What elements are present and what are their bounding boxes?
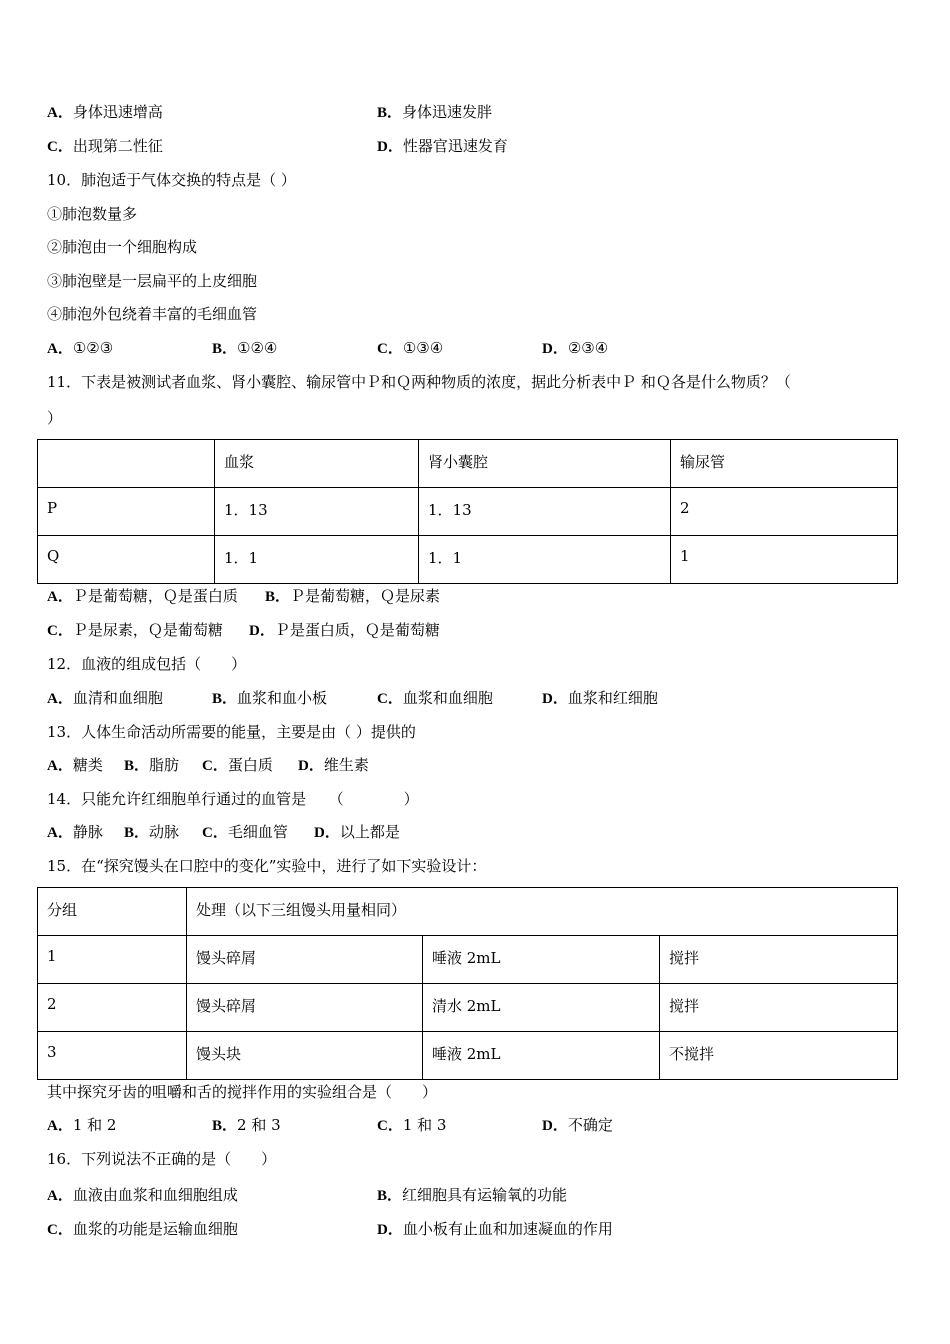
option-text: 血清和血细胞	[72, 689, 163, 707]
option-label: C．	[47, 1222, 73, 1238]
table-row	[38, 488, 898, 536]
option-text: 糖类	[72, 756, 103, 774]
option-label: B．	[377, 1188, 403, 1204]
option-label: C．	[377, 691, 403, 707]
option-text: 血浆的功能是运输血细胞	[72, 1220, 238, 1238]
table-cell: Q	[38, 536, 215, 584]
q9-option-d	[377, 136, 508, 157]
table-row	[38, 1032, 898, 1080]
q16-option-b	[377, 1185, 567, 1206]
q16-option-c	[47, 1219, 238, 1240]
table-cell: 1	[671, 536, 898, 584]
option-text: 脂肪	[149, 756, 180, 774]
q15-option-c	[377, 1115, 446, 1136]
option-text: ①②③	[72, 339, 114, 357]
q15-question: 其中探究牙齿的咀嚼和舌的搅拌作用的实验组合是（ ）	[47, 1083, 438, 1101]
option-label: D．	[298, 758, 324, 774]
option-label: D．	[377, 139, 403, 155]
q15-option-d	[542, 1115, 613, 1136]
q16-option-a	[47, 1185, 238, 1206]
q10-item-4: ④肺泡外包绕着丰富的毛细血管	[47, 305, 258, 323]
q10-option-a	[47, 338, 113, 359]
q15-option-b	[212, 1115, 281, 1136]
option-text: 不确定	[567, 1116, 613, 1134]
table-cell: 馒头块	[187, 1032, 423, 1080]
q10-item-2: ②肺泡由一个细胞构成	[47, 238, 198, 256]
table-cell: 不搅拌	[660, 1032, 898, 1080]
table-cell: 输尿管	[671, 440, 898, 488]
q10-option-b	[212, 338, 277, 359]
option-label: B．	[212, 691, 238, 707]
option-text: Ｐ是葡萄糖，Ｑ是尿素	[290, 587, 441, 605]
q11-option-c	[47, 620, 223, 641]
option-label: C．	[377, 1118, 403, 1134]
option-label: A．	[47, 1188, 73, 1204]
option-label: D．	[542, 341, 568, 357]
table-header-row	[38, 888, 898, 936]
q11-option-d	[249, 620, 440, 641]
q11-option-b	[265, 586, 440, 607]
option-text: 血浆和血细胞	[402, 689, 493, 707]
table-row	[38, 984, 898, 1032]
option-text: ②③④	[567, 339, 609, 357]
q11-stem-end: ）	[47, 409, 63, 427]
table-header-row	[38, 440, 898, 488]
option-text: 动脉	[149, 823, 180, 841]
option-text: 身体迅速增高	[72, 103, 163, 121]
q10-item-3: ③肺泡壁是一层扁平的上皮细胞	[47, 272, 258, 290]
q9-option-b	[377, 102, 492, 123]
option-label: A．	[47, 105, 73, 121]
option-label: B．	[377, 105, 403, 121]
table-cell: 1．1	[419, 536, 671, 584]
option-label: D．	[542, 1118, 568, 1134]
q12-option-a	[47, 688, 163, 709]
option-label: C．	[202, 825, 228, 841]
q13-option-b	[124, 755, 179, 776]
table-cell: 唾液 2mL	[423, 936, 660, 984]
table-cell: 唾液 2mL	[423, 1032, 660, 1080]
q12-option-c	[377, 688, 493, 709]
q14-stem: 14．只能允许红细胞单行通过的血管是 （ ）	[47, 790, 419, 808]
option-label: C．	[47, 623, 73, 639]
q13-option-d	[298, 755, 369, 776]
option-label: D．	[377, 1222, 403, 1238]
option-label: C．	[47, 139, 73, 155]
option-text: 以上都是	[339, 823, 400, 841]
table-cell: 1．1	[215, 536, 419, 584]
option-text: 1 和 2	[72, 1116, 117, 1134]
table-cell: 1	[38, 936, 187, 984]
q9-option-c	[47, 136, 163, 157]
option-label: B．	[124, 758, 150, 774]
q16-stem: 16．下列说法不正确的是（ ）	[47, 1150, 277, 1168]
option-text: 红细胞具有运输氧的功能	[402, 1186, 568, 1204]
q14-option-c	[202, 822, 288, 843]
table-cell: P	[38, 488, 215, 536]
option-label: A．	[47, 341, 73, 357]
option-text: Ｐ是葡萄糖，Ｑ是蛋白质	[72, 587, 238, 605]
q10-stem: 10．肺泡适于气体交换的特点是（ ）	[47, 171, 296, 189]
option-text: 血小板有止血和加速凝血的作用	[402, 1220, 613, 1238]
option-text: 血浆和红细胞	[567, 689, 658, 707]
q13-option-c	[202, 755, 273, 776]
option-label: A．	[47, 1118, 73, 1134]
option-label: B．	[212, 341, 238, 357]
q16-option-d	[377, 1219, 613, 1240]
option-text: 毛细血管	[227, 823, 288, 841]
option-text: 维生素	[323, 756, 369, 774]
table-cell: 分组	[38, 888, 187, 936]
q15-option-a	[47, 1115, 116, 1136]
table-cell: 馒头碎屑	[187, 936, 423, 984]
table-cell: 搅拌	[660, 984, 898, 1032]
q11-option-a	[47, 586, 238, 607]
q15-stem: 15．在“探究馒头在口腔中的变化”实验中，进行了如下实验设计：	[47, 857, 487, 875]
table-cell: 处理（以下三组馒头用量相同）	[187, 888, 898, 936]
option-text: 蛋白质	[227, 756, 273, 774]
q15-table	[37, 887, 898, 1080]
option-label: B．	[124, 825, 150, 841]
table-row	[38, 536, 898, 584]
q12-option-d	[542, 688, 658, 709]
option-text: 身体迅速发胖	[402, 103, 493, 121]
option-text: 血液由血浆和血细胞组成	[72, 1186, 238, 1204]
option-text: 1 和 3	[402, 1116, 447, 1134]
table-cell: 搅拌	[660, 936, 898, 984]
q10-item-1: ①肺泡数量多	[47, 205, 138, 223]
table-cell: 2	[671, 488, 898, 536]
table-cell: 1．13	[419, 488, 671, 536]
option-label: A．	[47, 825, 73, 841]
option-text: Ｐ是蛋白质，Ｑ是葡萄糖	[274, 621, 440, 639]
table-cell: 馒头碎屑	[187, 984, 423, 1032]
table-cell: 3	[38, 1032, 187, 1080]
option-label: D．	[249, 623, 275, 639]
q14-option-d	[314, 822, 400, 843]
option-text: 性器官迅速发育	[402, 137, 508, 155]
table-cell: 血浆	[215, 440, 419, 488]
option-text: 2 和 3	[237, 1116, 281, 1134]
table-cell: 清水 2mL	[423, 984, 660, 1032]
option-label: D．	[542, 691, 568, 707]
option-label: A．	[47, 589, 73, 605]
option-text: Ｐ是尿素，Ｑ是葡萄糖	[72, 621, 223, 639]
option-text: 血浆和血小板	[237, 689, 328, 707]
option-label: D．	[314, 825, 340, 841]
option-label: B．	[265, 589, 291, 605]
q11-stem: 11．下表是被测试者血浆、肾小囊腔、输尿管中Ｐ和Ｑ两种物质的浓度，据此分析表中Ｐ 和Ｑ各是什么物质？（	[47, 373, 791, 391]
option-text: ①②④	[237, 339, 278, 357]
table-cell: 2	[38, 984, 187, 1032]
q12-option-b	[212, 688, 327, 709]
table-cell	[38, 440, 215, 488]
q12-stem: 12．血液的组成包括（ ）	[47, 655, 247, 673]
option-label: C．	[377, 341, 403, 357]
option-label: A．	[47, 691, 73, 707]
q14-option-b	[124, 822, 179, 843]
q9-option-a	[47, 102, 163, 123]
option-text: 静脉	[72, 823, 103, 841]
table-row	[38, 936, 898, 984]
q13-option-a	[47, 755, 103, 776]
option-text: 出现第二性征	[72, 137, 163, 155]
q14-option-a	[47, 822, 103, 843]
option-text: ①③④	[402, 339, 444, 357]
option-label: B．	[212, 1118, 238, 1134]
table-cell: 1．13	[215, 488, 419, 536]
option-label: A．	[47, 758, 73, 774]
q10-option-c	[377, 338, 443, 359]
table-cell: 肾小囊腔	[419, 440, 671, 488]
q10-option-d	[542, 338, 608, 359]
q11-table	[37, 439, 898, 584]
option-label: C．	[202, 758, 228, 774]
q13-stem: 13．人体生命活动所需要的能量，主要是由（ ）提供的	[47, 723, 416, 741]
